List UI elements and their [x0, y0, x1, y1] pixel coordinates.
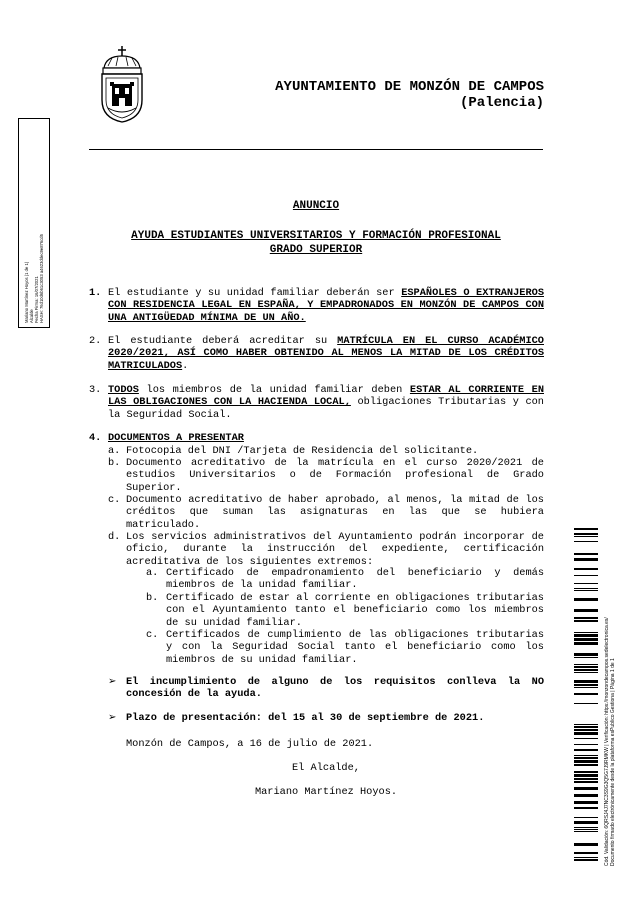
- barcode-bar: [574, 757, 598, 759]
- barcode-bar: [574, 536, 598, 537]
- validation-code: Cód. Validación: 6QRSJ4J7NC3S9G3Q5G7J9RMKW | Verificación: https://monzondecampos.sedelectronica.es/: [604, 617, 610, 866]
- item-3-plain-a: los miembros de la unidad familiar deben: [138, 384, 410, 396]
- item-3-plain-b: obligaciones Tributarias y con la Seguridad Social.: [108, 396, 544, 421]
- doc-letter: a.: [108, 445, 121, 457]
- barcode-bar: [574, 817, 598, 818]
- barcode-bar: [574, 778, 598, 780]
- signer-role: El Alcalde,: [292, 762, 360, 774]
- barcode-bar: [574, 732, 598, 735]
- barcode-bar: [574, 638, 598, 641]
- item-2-end: .: [182, 359, 189, 372]
- barcode-bar: [574, 729, 598, 731]
- barcode-bar: [574, 693, 598, 695]
- place-date: Monzón de Campos, a 16 de julio de 2021.: [126, 738, 374, 750]
- requirement-warning: El incumplimiento de alguno de los requisitos conlleva la NO concesión de la ayuda.: [126, 676, 544, 701]
- barcode-bar: [574, 787, 598, 790]
- doc-item: Fotocopia del DNI /Tarjeta de Residencia del solicitante.: [126, 445, 479, 457]
- item-2-bold: MATRÍCULA EN EL CURSO ACADÉMICO 2020/2021, ASÍ COMO HABER OBTENIDO AL MENOS LA MITAD DE LOS CRÉDITOS MATRICULADOS: [108, 335, 544, 372]
- barcode-bar: [574, 672, 598, 673]
- signer-name: Mariano Martínez Hoyos.: [254, 786, 398, 798]
- document-title-line1: AYUDA ESTUDIANTES UNIVERSITARIOS Y FORMACIÓN PROFESIONAL: [131, 230, 501, 242]
- barcode-bar: [574, 541, 598, 542]
- barcode-bar: [574, 642, 598, 645]
- barcode-bar: [574, 821, 598, 824]
- barcode-bar: [574, 620, 598, 622]
- barcode-bar: [574, 827, 598, 828]
- barcode-bar: [574, 724, 598, 725]
- province-subtitle: (Palencia): [459, 95, 544, 111]
- item-4-heading: DOCUMENTOS A PRESENTAR: [108, 432, 244, 444]
- barcode-bar: [574, 684, 598, 686]
- item-2-number: 2.: [89, 335, 102, 347]
- doc-letter: c.: [108, 494, 121, 506]
- item-3-bold-b: ESTAR AL CORRIENTE EN LAS OBLIGACIONES CON LA HACIENDA LOCAL,: [108, 384, 544, 409]
- barcode-bar: [574, 598, 598, 601]
- barcode-bar: [574, 703, 598, 704]
- barcode-bar: [574, 744, 598, 745]
- barcode-bar: [574, 738, 598, 739]
- barcode-bar: [574, 533, 598, 535]
- signature-platform-note: Documento firmado electrónicamente desde la plataforma esPublico Gestiona | Página 1 de 1: [610, 658, 616, 866]
- item-1-number: 1.: [89, 287, 102, 299]
- subdoc-item: Certificado de empadronamiento del beneficiario y demás miembros de la unidad familiar.: [166, 567, 544, 592]
- item-2-text: [108, 335, 544, 372]
- item-3-text: [108, 384, 544, 421]
- barcode-bar: [574, 558, 598, 561]
- barcode-bar: [574, 859, 598, 861]
- doc-item: Documento acreditativo de la matrícula en el curso 2020/2021 de estudios Universitarios o de Formación profesional de Grado Superior.: [126, 457, 544, 494]
- stamp-hash: HASH: 76d10d6b61c3053 a4623ddec9e876cd5: [39, 234, 44, 323]
- item-4-number: 4.: [89, 432, 102, 444]
- barcode-bar: [574, 852, 598, 854]
- barcode-bar: [574, 568, 598, 570]
- barcode-bar: [574, 781, 598, 783]
- doc-letter: b.: [108, 457, 121, 469]
- stamp-role: Alcalde: [29, 309, 34, 323]
- barcode-bar: [574, 590, 598, 591]
- arrow-bullet-icon: ➢: [108, 712, 117, 723]
- submission-deadline: Plazo de presentación: del 15 al 30 de septiembre de 2021.: [126, 712, 485, 724]
- barcode-bar: [574, 794, 598, 797]
- barcode-bar: [574, 831, 598, 832]
- barcode-bar: [574, 764, 598, 766]
- barcode-bar: [574, 664, 598, 665]
- coat-of-arms-icon: [96, 44, 148, 124]
- item-1-text: [108, 287, 544, 324]
- document-title-line2: GRADO SUPERIOR: [269, 244, 363, 256]
- validation-text: [604, 526, 616, 866]
- item-1-bold: ESPAÑOLES O EXTRANJEROS CON RESIDENCIA LEGAL EN ESPAÑA, Y EMPADRONADOS EN MONZÓN DE CAMPOS CON UNA ANTIGÜEDAD MÍNIMA DE UN AÑO.: [108, 287, 544, 324]
- barcode-bar: [574, 807, 598, 809]
- item-1-plain: El estudiante y su unidad familiar deberán ser: [108, 287, 402, 299]
- barcode-bar: [574, 829, 598, 830]
- barcode-bar: [574, 749, 598, 751]
- barcode-bar: [574, 857, 598, 858]
- barcode-bar: [574, 774, 598, 777]
- subdoc-item: Certificados de cumplimiento de las obligaciones tributarias y con la Seguridad Social tanto el beneficiario como los miembros de su unidad familiar.: [166, 629, 544, 666]
- item-3-bold-a: TODOS: [108, 384, 139, 396]
- item-3-number: 3.: [89, 384, 102, 396]
- barcode-bar: [574, 575, 598, 576]
- barcode-bar: [574, 653, 598, 656]
- barcode-bar: [574, 771, 598, 773]
- header-divider: [89, 149, 543, 150]
- barcode-bar: [574, 583, 598, 584]
- barcode-bar: [574, 657, 598, 658]
- barcode-bar: [574, 632, 598, 633]
- doc-letter: d.: [108, 531, 121, 543]
- subdoc-letter: c.: [146, 629, 159, 641]
- municipality-title: AYUNTAMIENTO DE MONZÓN DE CAMPOS: [275, 79, 544, 95]
- subdoc-letter: a.: [146, 567, 159, 579]
- barcode-bar: [574, 588, 598, 589]
- barcode-bar: [574, 755, 598, 756]
- barcode-bar: [574, 528, 598, 530]
- anuncio-heading: ANUNCIO: [292, 200, 340, 212]
- barcode-bar: [574, 609, 598, 612]
- barcode-bar: [574, 801, 598, 804]
- barcode-bar: [574, 843, 598, 846]
- item-2-plain: El estudiante deberá acreditar su: [108, 335, 338, 347]
- barcode-bar: [574, 553, 598, 555]
- stamp-date: Fecha Firma: 16/07/2021: [34, 276, 39, 323]
- barcode-bar: [574, 726, 598, 728]
- barcode-bar: [574, 760, 598, 763]
- barcode-icon: [574, 528, 598, 866]
- barcode-bar: [574, 634, 598, 637]
- barcode-bar: [574, 617, 598, 619]
- doc-item: Los servicios administrativos del Ayuntamiento podrán incorporar de oficio, durante la instrucción del expediente, certificación acreditativa de los siguientes extremos:: [126, 531, 544, 568]
- doc-item: Documento acreditativo de haber aprobado, al menos, la mitad de los créditos que suman las asignaturas en las que se hubiera matriculado.: [126, 494, 544, 531]
- barcode-bar: [574, 669, 598, 671]
- barcode-bar: [574, 680, 598, 683]
- subdoc-letter: b.: [146, 592, 159, 604]
- barcode-bar: [574, 666, 598, 668]
- barcode-bar: [574, 687, 598, 688]
- arrow-bullet-icon: ➢: [108, 676, 117, 687]
- signature-stamp: [18, 118, 50, 328]
- stamp-signer: Mariano Martínez Hoyos (1 de 1): [24, 261, 29, 323]
- subdoc-item: Certificado de estar al corriente en obligaciones tributarias con el Ayuntamiento tanto el beneficiario como los miembros de su unidad familiar.: [166, 592, 544, 629]
